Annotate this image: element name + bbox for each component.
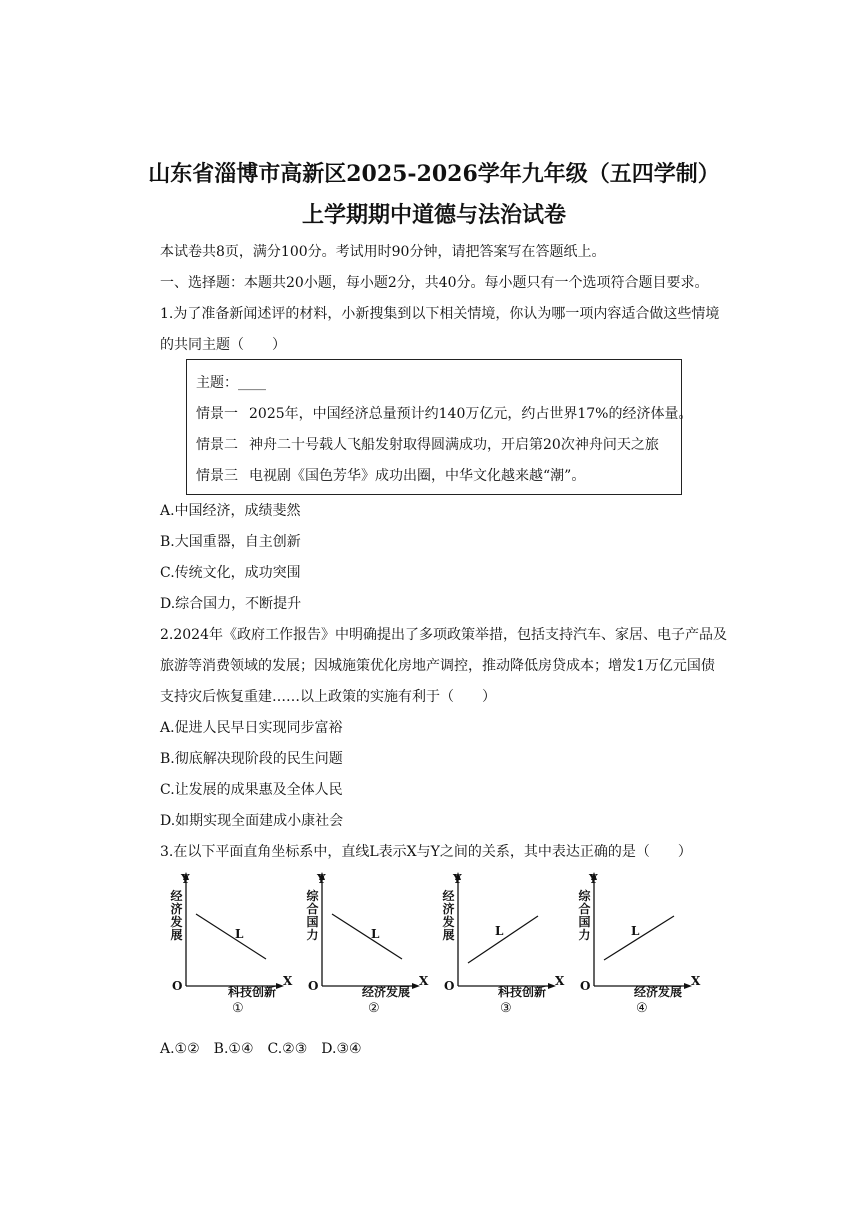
exam-title-line1: 山东省淄博市高新区2025-2026学年九年级（五四学制）	[148, 161, 720, 187]
q1-option-d[interactable]: D.综合国力，不断提升	[160, 596, 302, 612]
graph-3-line	[468, 916, 538, 963]
q2-stem-line2: 旅游等消费领域的发展；因城施策优化房地产调控，推动降低房贷成本；增发1万亿元国债	[160, 658, 715, 674]
q3-graph-3	[440, 868, 570, 1018]
graph-2-x-axis: X	[419, 974, 429, 988]
graph-1-line-label: L	[235, 927, 244, 941]
q2-option-a[interactable]: A.促进人民早日实现同步富裕	[160, 720, 343, 736]
graph-4-line	[604, 916, 674, 960]
graph-3-y-label: 经济发展	[442, 889, 455, 942]
graph-4-y-axis: Y	[589, 872, 598, 886]
q3-graph-4	[576, 868, 706, 1018]
graph-3-origin: O	[444, 979, 455, 993]
graph-3-x-label: 科技创新	[498, 985, 547, 999]
exam-intro: 本试卷共8页，满分100分。考试用时90分钟，请把答案写在答题纸上。	[160, 244, 606, 260]
graph-3-y-axis: Y	[453, 872, 462, 886]
q2-stem-line1: 2.2024年《政府工作报告》中明确提出了多项政策举措，包括支持汽车、家居、电子产品及	[160, 627, 727, 643]
graph-4-y-label: 综合国力	[578, 889, 591, 942]
q1-topic: 主题：____	[196, 375, 266, 391]
graph-1-x-label: 科技创新	[228, 985, 277, 999]
graph-4-line-label: L	[631, 924, 640, 938]
section-heading: 一、选择题：本题共20小题，每小题2分，共40分。每小题只有一个选项符合题目要求。	[160, 275, 709, 291]
graph-2-origin: O	[308, 979, 319, 993]
q2-option-b[interactable]: B.彻底解决现阶段的民生问题	[160, 751, 343, 767]
graph-1-number: ①	[232, 1001, 244, 1016]
scene-3-label: 情景三	[196, 468, 238, 484]
q3-answer-options[interactable]: A.①② B.①④ C.②③ D.③④	[160, 1041, 362, 1057]
q3-graph-1	[168, 868, 298, 1018]
scene-1-text: 2025年，中国经济总量预计约140万亿元，约占世界17%的经济体量。	[249, 406, 693, 422]
exam-title-line2: 上学期期中道德与法治试卷	[301, 202, 566, 228]
graph-2-x-label: 经济发展	[362, 985, 411, 999]
graph-1-y-axis: Y	[181, 872, 190, 886]
scene-2-text: 神舟二十号载人飞船发射取得圆满成功，开启第20次神舟问天之旅	[249, 437, 659, 453]
q3-graph-2	[304, 868, 434, 1018]
q2-stem-line3: 支持灾后恢复重建……以上政策的实施有利于（ ）	[160, 689, 496, 705]
scene-1-label: 情景一	[196, 406, 238, 422]
scene-2-label: 情景二	[196, 437, 238, 453]
q1-stem-line2: 的共同主题（ ）	[160, 337, 286, 353]
graph-4-x-axis: X	[691, 974, 701, 988]
q3-stem: 3.在以下平面直角坐标系中，直线L表示X与Y之间的关系，其中表达正确的是（ ）	[160, 844, 692, 860]
q1-stem-line1: 1.为了准备新闻述评的材料，小新搜集到以下相关情境，你认为哪一项内容适合做这些情境	[160, 306, 720, 322]
graph-1-y-label: 经济发展	[170, 889, 183, 942]
scene-3-text: 电视剧《国色芳华》成功出圈，中华文化越来越“潮”。	[249, 468, 586, 484]
graph-4-number: ④	[636, 1001, 648, 1016]
graph-2-y-axis: Y	[317, 872, 326, 886]
graph-4-origin: O	[580, 979, 591, 993]
graph-2-line	[332, 914, 402, 959]
graph-2-line-label: L	[371, 927, 380, 941]
graph-2-number: ②	[368, 1001, 380, 1016]
graph-1-line	[196, 914, 266, 959]
graph-1-origin: O	[172, 979, 183, 993]
graph-4-x-label: 经济发展	[634, 985, 683, 999]
graph-3-number: ③	[500, 1001, 512, 1016]
graph-3-line-label: L	[495, 924, 504, 938]
q1-scenario-box	[186, 359, 693, 495]
q1-option-c[interactable]: C.传统文化，成功突围	[160, 565, 301, 581]
graph-3-x-axis: X	[555, 974, 565, 988]
q1-option-b[interactable]: B.大国重器，自主创新	[160, 534, 301, 550]
graph-1-x-axis: X	[283, 974, 293, 988]
q2-option-d[interactable]: D.如期实现全面建成小康社会	[160, 813, 344, 829]
q1-option-a[interactable]: A.中国经济，成绩斐然	[160, 503, 301, 519]
q2-option-c[interactable]: C.让发展的成果惠及全体人民	[160, 782, 343, 798]
graph-2-y-label: 综合国力	[306, 889, 319, 942]
